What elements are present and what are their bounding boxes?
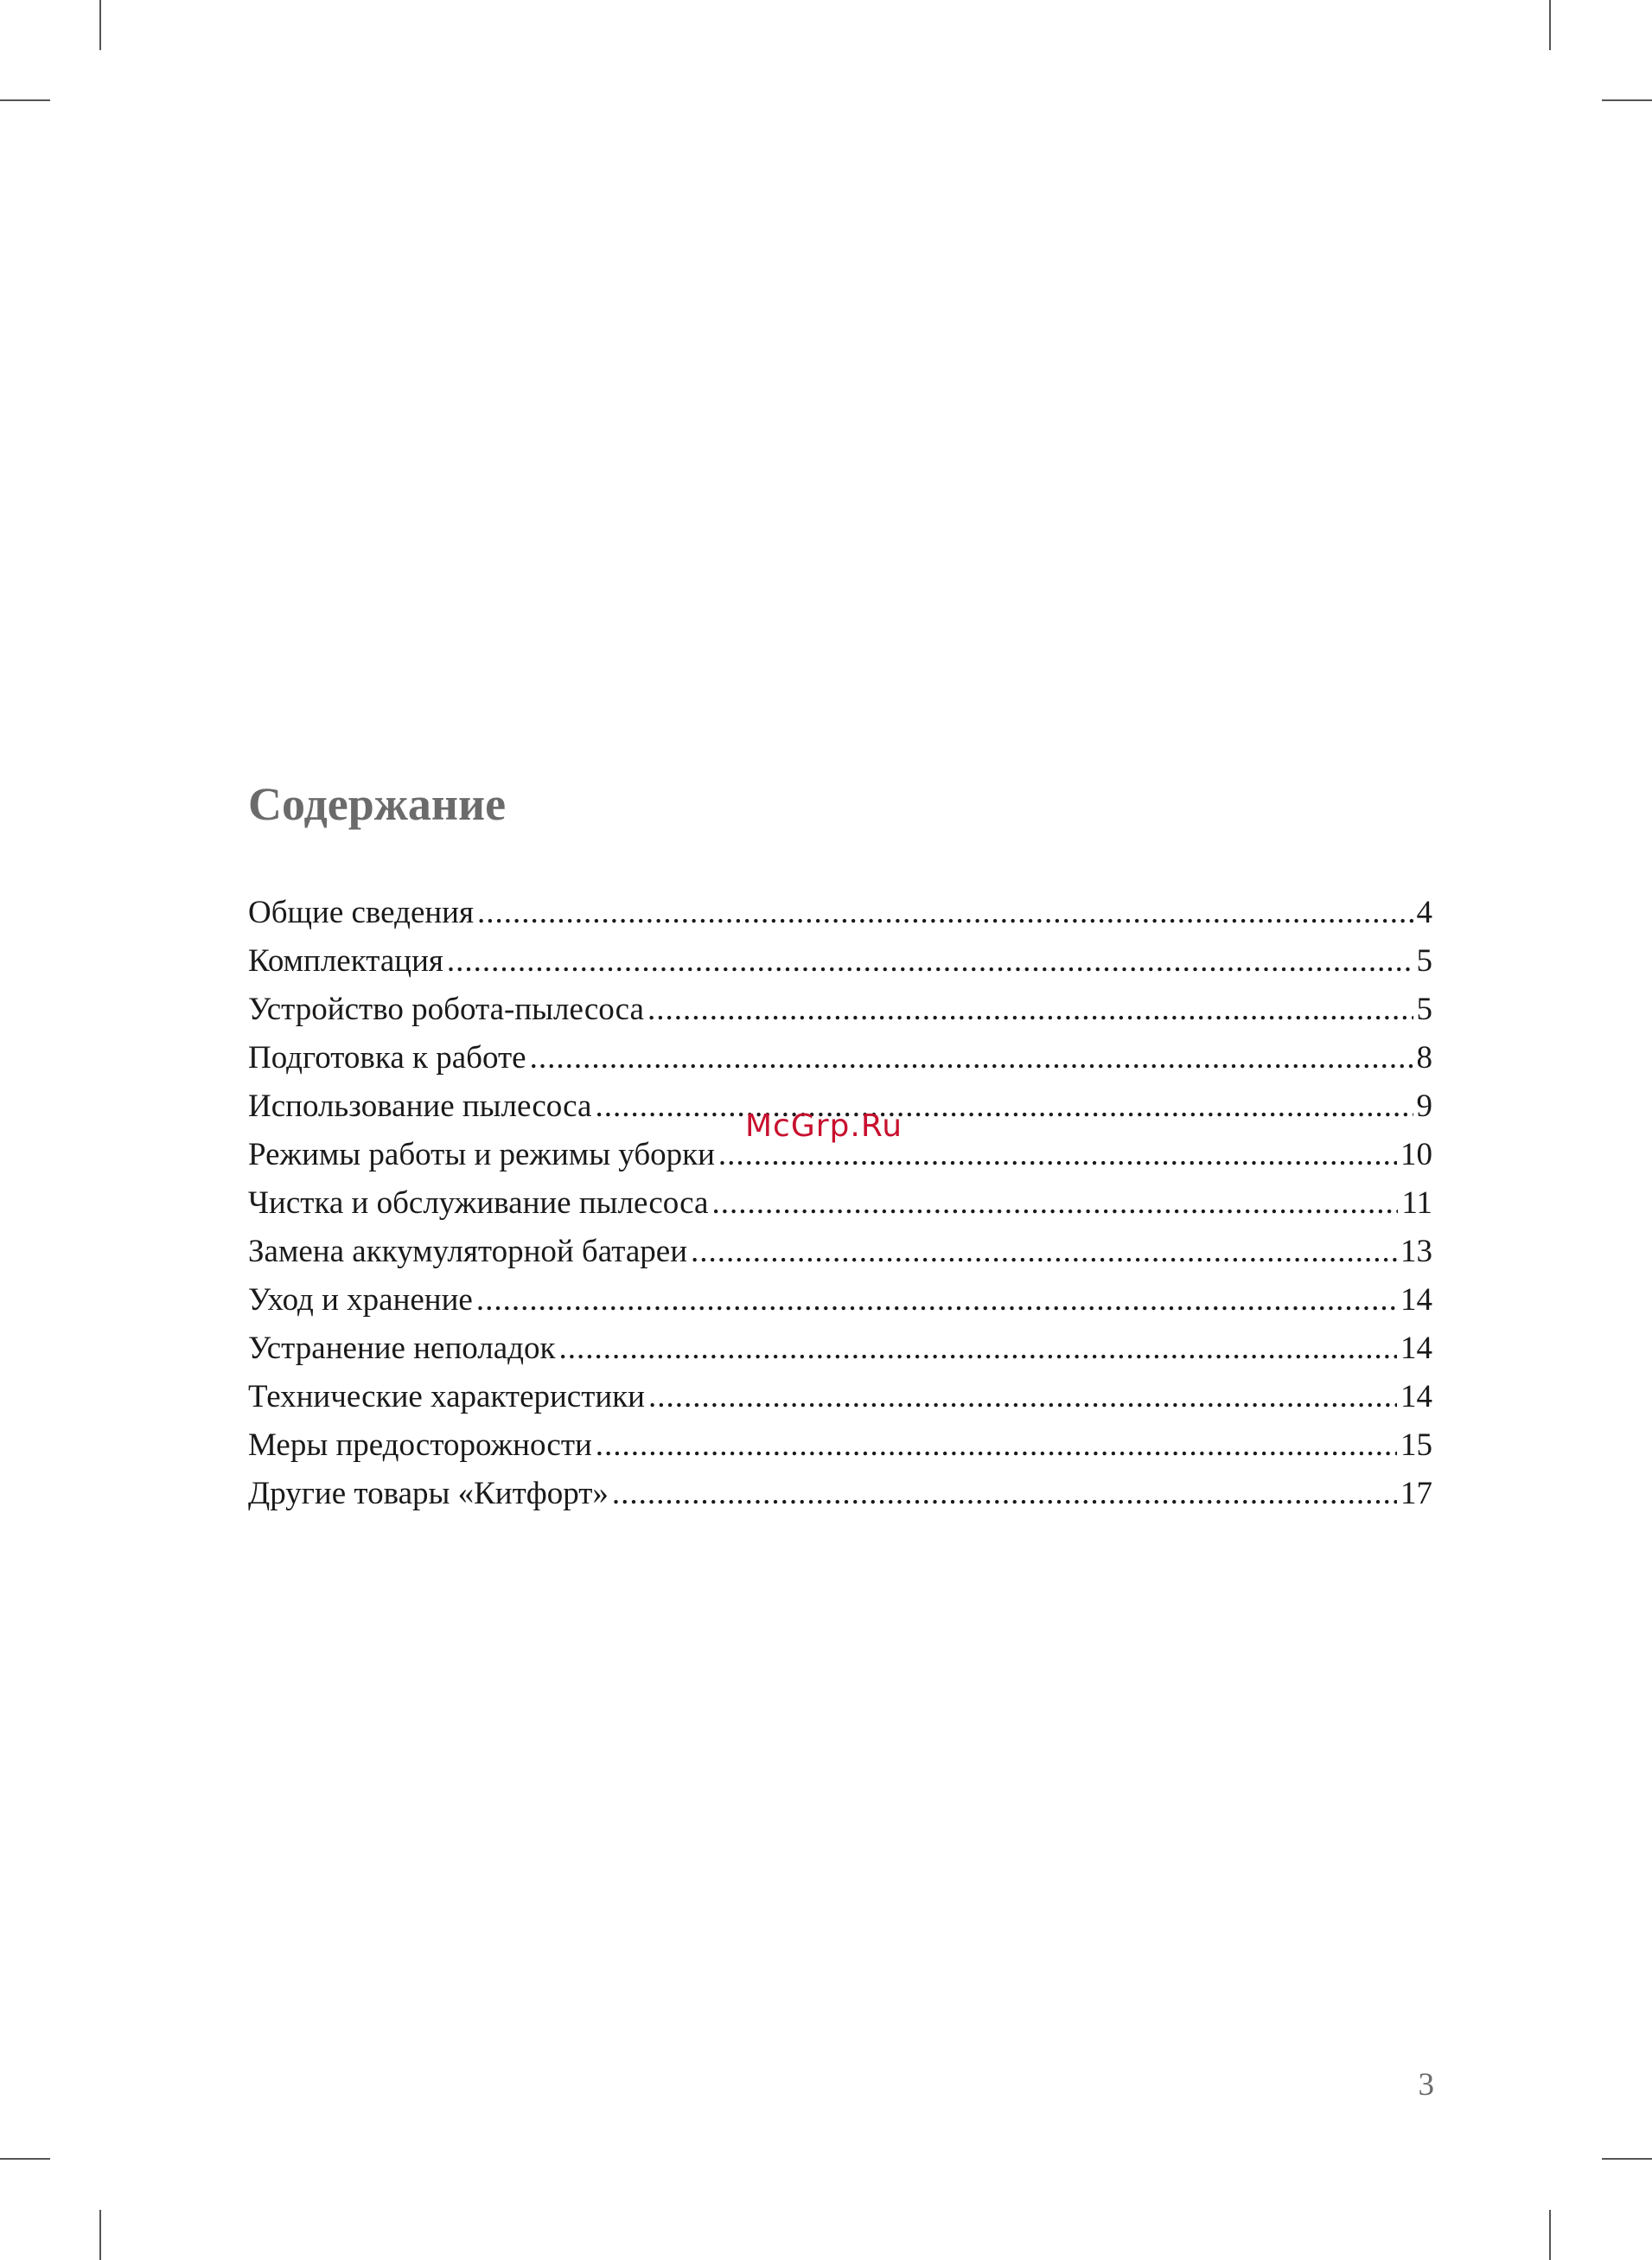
toc-dot-leader <box>595 1082 1413 1131</box>
toc-entry-label: Меры предосторожности <box>248 1427 592 1463</box>
toc-dot-leader <box>477 889 1413 937</box>
toc-entry[interactable] <box>248 1034 1432 1082</box>
toc-entry-page-number: 17 <box>1400 1476 1432 1511</box>
toc-dot-leader <box>647 986 1413 1034</box>
toc-entry-page-number: 14 <box>1400 1282 1432 1318</box>
toc-list <box>248 889 1432 1518</box>
toc-entry[interactable] <box>248 1179 1432 1228</box>
toc-dot-leader <box>476 1276 1397 1325</box>
toc-dot-leader <box>612 1470 1397 1518</box>
toc-entry-page-number: 15 <box>1400 1427 1432 1463</box>
toc-entry-label: Чистка и обслуживание пылесоса <box>248 1185 709 1221</box>
toc-entry-label: Устранение неполадок <box>248 1331 556 1366</box>
table-of-contents <box>248 769 1432 1518</box>
toc-dot-leader <box>691 1228 1397 1276</box>
toc-entry-page-number: 13 <box>1400 1234 1432 1269</box>
toc-entry-page-number: 14 <box>1400 1379 1432 1414</box>
toc-dot-leader <box>648 1373 1397 1421</box>
toc-entry-page-number: 9 <box>1416 1089 1432 1124</box>
toc-entry-label: Другие товары «Китфорт» <box>248 1476 609 1511</box>
watermark-text: McGrp.Ru <box>745 1108 903 1144</box>
crop-mark-bottom-right-horizontal <box>1602 2158 1652 2160</box>
toc-dot-leader <box>711 1179 1398 1228</box>
crop-mark-top-right-vertical <box>1549 0 1551 50</box>
toc-entry-label: Уход и хранение <box>248 1282 473 1318</box>
toc-entry-label: Режимы работы и режимы уборки <box>248 1137 715 1172</box>
toc-entry-page-number: 11 <box>1401 1185 1432 1221</box>
crop-mark-bottom-right-vertical <box>1549 2210 1551 2260</box>
toc-title: Содержание <box>248 778 507 830</box>
toc-entry[interactable] <box>248 1276 1432 1325</box>
toc-dot-leader <box>530 1034 1413 1082</box>
crop-mark-bottom-left-vertical <box>99 2210 101 2260</box>
page-number: 3 <box>1418 2067 1434 2103</box>
toc-entry-page-number: 8 <box>1416 1040 1432 1076</box>
toc-entry-label: Общие сведения <box>248 895 474 930</box>
toc-entry-label: Замена аккумуляторной батареи <box>248 1234 687 1269</box>
toc-entry[interactable] <box>248 1421 1432 1470</box>
toc-dot-leader <box>596 1421 1397 1470</box>
crop-mark-bottom-left-horizontal <box>0 2158 50 2160</box>
toc-entry-page-number: 5 <box>1416 992 1432 1027</box>
toc-entry[interactable] <box>248 1228 1432 1276</box>
crop-mark-top-left-horizontal <box>0 99 50 101</box>
toc-entry[interactable] <box>248 1373 1432 1421</box>
toc-entry[interactable] <box>248 1470 1432 1518</box>
crop-mark-top-right-horizontal <box>1602 99 1652 101</box>
toc-entry[interactable] <box>248 1325 1432 1373</box>
toc-dot-leader <box>558 1325 1397 1373</box>
toc-entry[interactable] <box>248 937 1432 986</box>
toc-entry-label: Подготовка к работе <box>248 1040 526 1076</box>
toc-entry-page-number: 5 <box>1416 943 1432 979</box>
toc-entry[interactable] <box>248 889 1432 937</box>
toc-dot-leader <box>447 937 1413 986</box>
toc-entry-label: Комплектация <box>248 943 443 979</box>
toc-entry-page-number: 4 <box>1416 895 1432 930</box>
toc-entry-label: Технические характеристики <box>248 1379 645 1414</box>
toc-entry-label: Использование пылесоса <box>248 1089 592 1124</box>
crop-mark-top-left-vertical <box>99 0 101 50</box>
toc-entry-page-number: 10 <box>1400 1137 1432 1172</box>
toc-entry[interactable] <box>248 986 1432 1034</box>
toc-entry-label: Устройство робота-пылесоса <box>248 992 644 1027</box>
toc-entry-page-number: 14 <box>1400 1331 1432 1366</box>
